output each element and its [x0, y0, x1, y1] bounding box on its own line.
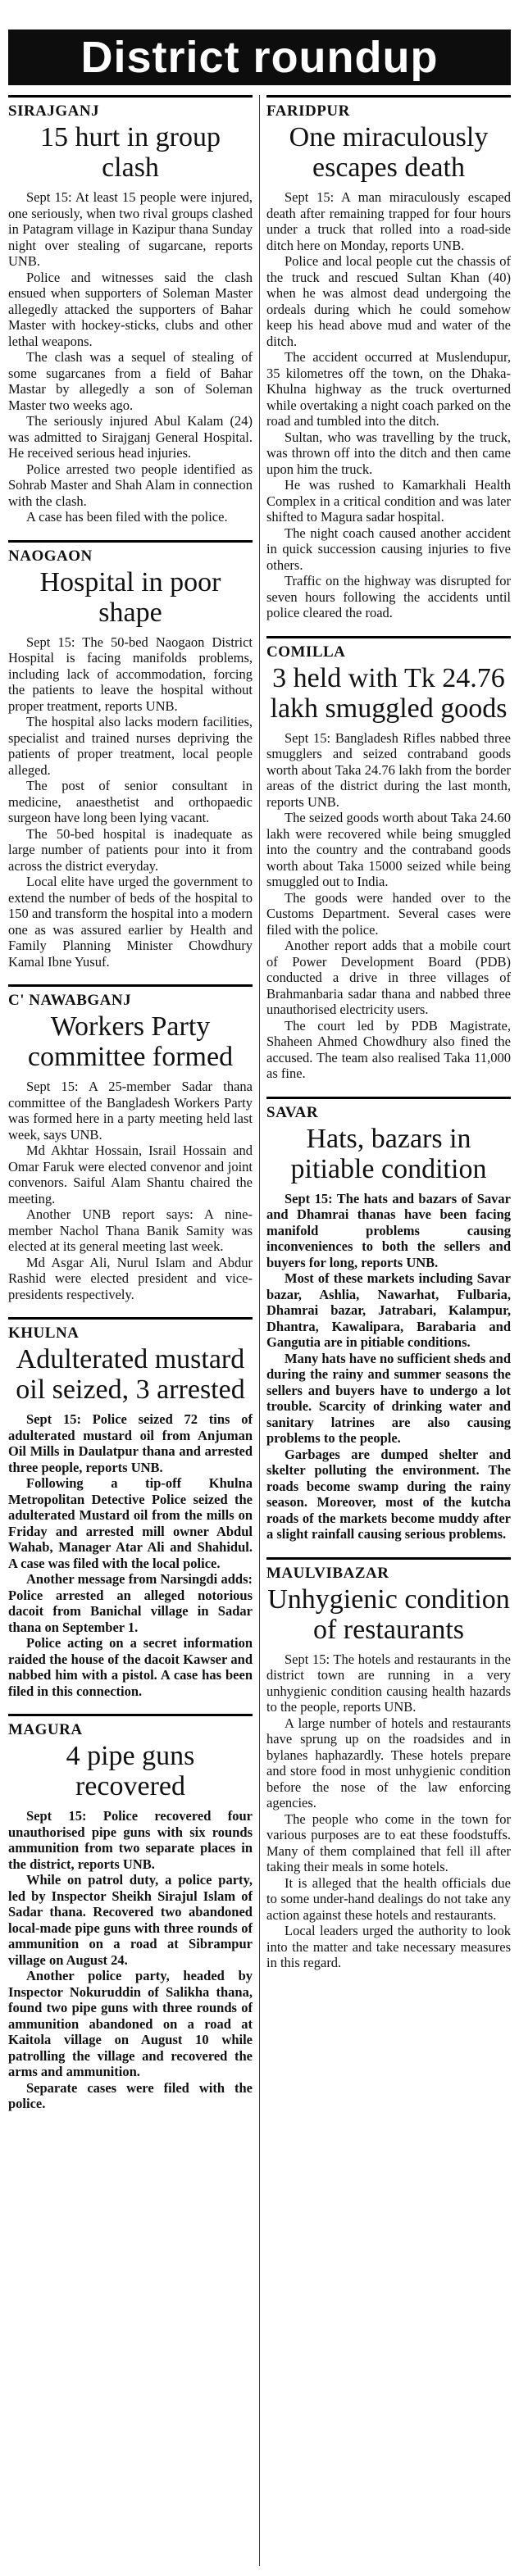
story-paragraph: The accident occurred at Muslendupur, 35 kilometres off the town, on the Dhaka-Khulna highway as the truck overturned while overtaking a night coach parked on the road and tumbled into the ditch.: [266, 349, 511, 429]
story-dateline: KHULNA: [8, 1317, 253, 1343]
story-paragraph: Sept 15: The 50-bed Naogaon District Hospital is facing manifolds problems, including lack of accommodation, forcing the patients to leave the hospital without proper treatment, reports UNB.: [8, 634, 253, 714]
story-paragraph: Many hats have no sufficient sheds and during the rainy and summer seasons the sellers and buyers have to undergo a lot trouble. Scarcity of drinking water and sanitary latrines are also causing problems to the people.: [266, 1350, 511, 1446]
story-paragraph: Police and witnesses said the clash ensued when supporters of Soleman Master allegedly attacked the supporters of Bahar Master with hockey-sticks, clubs and other lethal weapons.: [8, 269, 253, 349]
story-paragraph: The court led by PDB Magistrate, Shaheen Ahmed Chowdhury also fined the accused. The team also realised Taka 11,000 as fine.: [266, 1017, 511, 1081]
story-paragraph: Another report adds that a mobile court of Power Development Board (PDB) conducted a drive in three villages of Brahmanbaria sadar thana and nabbed three unauthorised electricity users.: [266, 938, 511, 1017]
story-dateline: MAGURA: [8, 1714, 253, 1739]
story-headline: 15 hurt in group clash: [39, 122, 221, 183]
story-paragraph: The people who come in the town for various purposes are to eat these foodstuffs. Many of them complained that fell ill after taking their meals in some hotels.: [266, 1810, 511, 1874]
news-story: [266, 1097, 511, 1542]
story-paragraph: A large number of hotels and restaurants have sprung up on the roadsides and in bylanes haphazardly. These hotels prepare and store food in most unhygienic condition before the nose of the law enforcing agencies.: [266, 1715, 511, 1810]
story-dateline: MAULVIBAZAR: [266, 1557, 511, 1583]
story-paragraph: Another police party, headed by Inspector Nokuruddin of Salikha thana, found two pipe guns with three rounds of ammunition abandoned on a road at Kaitola village on August 10 while patrolling the village and recovered the arms and ammunition.: [8, 1968, 253, 2079]
story-headline: Adulterated mustard oil seized, 3 arrested: [16, 1344, 245, 1405]
story-dateline: COMILLA: [266, 636, 511, 661]
story-paragraph: It is alleged that the health officials due to some under-hand dealings do not take any action against these hotels and restaurants.: [266, 1874, 511, 1923]
story-paragraph: Police acting on a secret information raided the house of the dacoit Kawser and nabbed him with a pistol. A case has been filed in this connection.: [8, 1635, 253, 1699]
story-headline: Hats, bazars in pitiable condition: [290, 1123, 487, 1184]
story-headline: One miraculously escapes death: [289, 122, 489, 183]
story-paragraph: The post of senior consultant in medicine, anaesthetist and orthopaedic surgeon have long been lying vacant.: [8, 778, 253, 825]
news-story: [8, 984, 253, 1302]
story-paragraph: Sultan, who was travelling by the truck, was thrown off into the ditch and then came upon him the truck.: [266, 429, 511, 477]
story-paragraph: Local elite have urged the government to extend the number of beds of the hospital to 150 and transform the hospital into a modern one as was assured earlier by Health and Family Planning Minister Chowdhury Kamal Ibne Yusuf.: [8, 874, 253, 970]
story-paragraph: Following a tip-off Khulna Metropolitan Detective Police seized the adulterated Mustard oil from the mills on Friday and arrested mill owner Abdul Wahab, Manager Atar Ali and Shahidul. A case was filed with the local police.: [8, 1475, 253, 1571]
story-paragraph: The 50-bed hospital is inadequate as large number of patients pour into it from across the district everyday.: [8, 825, 253, 874]
left-column: [8, 95, 253, 2566]
story-dateline: FARIDPUR: [266, 95, 511, 120]
story-dateline: NAOGAON: [8, 540, 253, 566]
column-divider: [259, 95, 260, 2566]
story-paragraph: Most of these markets including Savar bazar, Ashlia, Nawarhat, Fulbaria, Dhamrai bazar, Jatrabari, Kalampur, Dhantra, Kawalipara, Barabaria and Gangutia are in pitiable conditions.: [266, 1270, 511, 1350]
news-story: [266, 95, 511, 621]
story-paragraph: The goods were handed over to the Customs Department. Several cases were filed with the police.: [266, 889, 511, 938]
story-headline: 4 pipe guns recovered: [66, 1741, 195, 1801]
story-dateline: SIRAJGANJ: [8, 95, 253, 120]
story-paragraph: Sept 15: Bangladesh Rifles nabbed three smugglers and seized contraband goods worth about Taka 24.76 lakh from the border areas of the district during the last month, reports UNB.: [266, 729, 511, 810]
story-headline: Hospital in poor shape: [39, 566, 221, 628]
story-paragraph: The seriously injured Abul Kalam (24) was admitted to Sirajganj General Hospital. He received serious head injuries.: [8, 413, 253, 461]
story-paragraph: The hospital also lacks modern facilities, specialist and trained nurses depriving the patients of proper treatment, local people alleged.: [8, 714, 253, 778]
story-paragraph: Md Akhtar Hossain, Israil Hossain and Omar Faruk were elected convenor and joint convenors. Saiful Alam Shantu chaired the meeting.: [8, 1143, 253, 1206]
story-paragraph: Traffic on the highway was disrupted for seven hours following the accidents until police cleared the road.: [266, 573, 511, 620]
section-banner: District roundup: [8, 30, 511, 85]
story-paragraph: Police arrested two people identified as Sohrab Master and Shah Alam in connection with the clash.: [8, 461, 253, 509]
news-story: [8, 1317, 253, 1699]
story-paragraph: Sept 15: The hotels and restaurants in the district town are running in a very unhygienic condition causing health hazards to the people, reports UNB.: [266, 1651, 511, 1715]
story-paragraph: Sept 15: A man miraculously escaped death after remaining trapped for four hours under a truck that rolled into a road-side ditch here on Monday, reports UNB.: [266, 189, 511, 253]
story-paragraph: Md Asgar Ali, Nurul Islam and Abdur Rashid were elected president and vice-presidents respectively.: [8, 1254, 253, 1302]
story-paragraph: Another message from Narsingdi adds: Police arrested an alleged notorious dacoit from Banichal village in Sadar thana on September 1.: [8, 1571, 253, 1635]
story-paragraph: The seized goods worth about Taka 24.60 lakh were recovered while being smuggled into the country and the contraband goods worth about Taka 15000 seized while being smuggled out to India.: [266, 810, 511, 889]
story-paragraph: Police and local people cut the chassis of the truck and rescued Sultan Khan (40) when he was almost dead undergoing the ordeals during which he could somehow keep his head above mud and water of the ditch.: [266, 253, 511, 349]
story-paragraph: Sept 15: The hats and bazars of Savar and Dhamrai thanas have been facing manifold problems causing inconveniences to both the sellers and buyers for long, reports UNB.: [266, 1190, 511, 1270]
story-headline: Workers Party committee formed: [27, 1011, 234, 1072]
story-headline: Unhygienic condition of restaurants: [267, 1583, 510, 1645]
news-story: [8, 1714, 253, 2112]
story-headline: 3 held with Tk 24.76 lakh smuggled goods: [270, 662, 508, 724]
story-paragraph: The night coach caused another accident in quick succession causing injuries to five others.: [266, 525, 511, 573]
story-paragraph: The clash was a sequel of stealing of some sugarcanes from a field of Bahar Mastar by allegedly a son of Soleman Master two weeks ago.: [8, 349, 253, 413]
story-paragraph: Garbages are dumped shelter and skelter polluting the environment. The roads become swamp during the rainy season. Moreover, most of the kutcha roads of the markets become muddy after a slight rainfall causing serious problems.: [266, 1446, 511, 1542]
story-paragraph: Sept 15: At least 15 people were injured, one seriously, when two rival groups clashed in Patagram village in Kazipur thana Sunday night over stealing of sugarcane, reports UNB.: [8, 189, 253, 269]
story-paragraph: While on patrol duty, a police party, led by Inspector Sheikh Sirajul Islam of Sadar thana. Recovered two abandoned local-made pipe guns with three rounds of ammunition on a road at Sibrampur village on August 24.: [8, 1872, 253, 1968]
story-paragraph: Sept 15: Police seized 72 tins of adulterated mustard oil from Anjuman Oil Mills in Daulatpur thana and arrested three people, reports UNB.: [8, 1411, 253, 1475]
story-paragraph: Local leaders urged the authority to look into the matter and take necessary measures in this regard.: [266, 1923, 511, 1970]
story-paragraph: Sept 15: A 25-member Sadar thana committee of the Bangladesh Workers Party was formed here in a party meeting held last week, says UNB.: [8, 1079, 253, 1143]
story-dateline: SAVAR: [266, 1097, 511, 1122]
news-story: [266, 1557, 511, 1971]
right-column: [266, 95, 511, 2566]
story-paragraph: He was rushed to Kamarkhali Health Complex in a critical condition and was later shifted to Magura sadar hospital.: [266, 477, 511, 525]
story-dateline: C' NAWABGANJ: [8, 984, 253, 1010]
story-paragraph: Sept 15: Police recovered four unauthorised pipe guns with six rounds ammunition from two separate places in the district, reports UNB.: [8, 1808, 253, 1872]
news-story: [8, 540, 253, 970]
story-paragraph: A case has been filed with the police.: [26, 509, 228, 525]
news-story: [266, 636, 511, 1082]
story-paragraph: Separate cases were filed with the police.: [8, 2079, 253, 2111]
story-paragraph: Another UNB report says: A nine-member Nachol Thana Banik Samity was elected at its general meeting last week.: [8, 1206, 253, 1254]
news-story: [8, 95, 253, 525]
